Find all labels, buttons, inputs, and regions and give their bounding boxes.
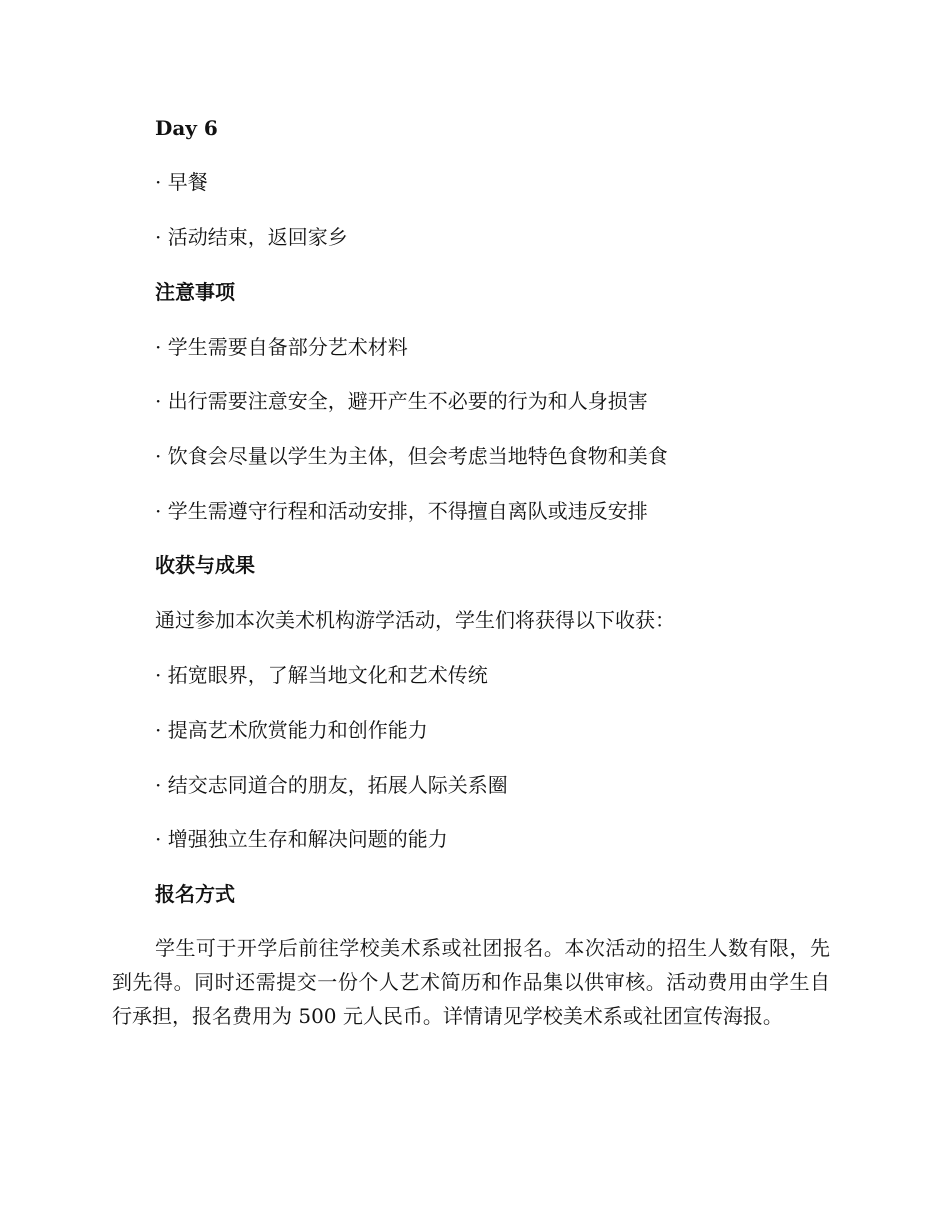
outcomes-item: · 提高艺术欣赏能力和创作能力 bbox=[155, 718, 428, 742]
outcomes-item: · 拓宽眼界，了解当地文化和艺术传统 bbox=[155, 663, 488, 687]
notes-item: · 学生需要自备部分艺术材料 bbox=[155, 335, 408, 359]
day6-item-breakfast: · 早餐 bbox=[155, 170, 208, 194]
outcomes-item: · 增强独立生存和解决问题的能力 bbox=[155, 827, 448, 851]
notes-item: · 出行需要注意安全，避开产生不必要的行为和人身损害 bbox=[155, 389, 648, 413]
day6-heading: Day 6 bbox=[155, 116, 218, 140]
notes-item: · 饮食会尽量以学生为主体，但会考虑当地特色食物和美食 bbox=[155, 444, 668, 468]
registration-paragraph: 学生可于开学后前往学校美术系或社团报名。本次活动的招生人数有限，先到先得。同时还需提交一份个人艺术简历和作品集以供审核。活动费用由学生自行承担，报名费用为 500 元人民币。详情请见学校美术系或社团宣传海报。 bbox=[112, 936, 830, 1028]
notes-heading: 注意事项 bbox=[155, 280, 235, 304]
outcomes-heading: 收获与成果 bbox=[155, 553, 255, 577]
outcomes-item: · 结交志同道合的朋友，拓展人际关系圈 bbox=[155, 773, 508, 797]
day6-item-return: · 活动结束，返回家乡 bbox=[155, 225, 348, 249]
notes-item: · 学生需遵守行程和活动安排，不得擅自离队或违反安排 bbox=[155, 499, 648, 523]
outcomes-intro: 通过参加本次美术机构游学活动，学生们将获得以下收获： bbox=[155, 608, 675, 632]
registration-heading: 报名方式 bbox=[155, 882, 235, 906]
